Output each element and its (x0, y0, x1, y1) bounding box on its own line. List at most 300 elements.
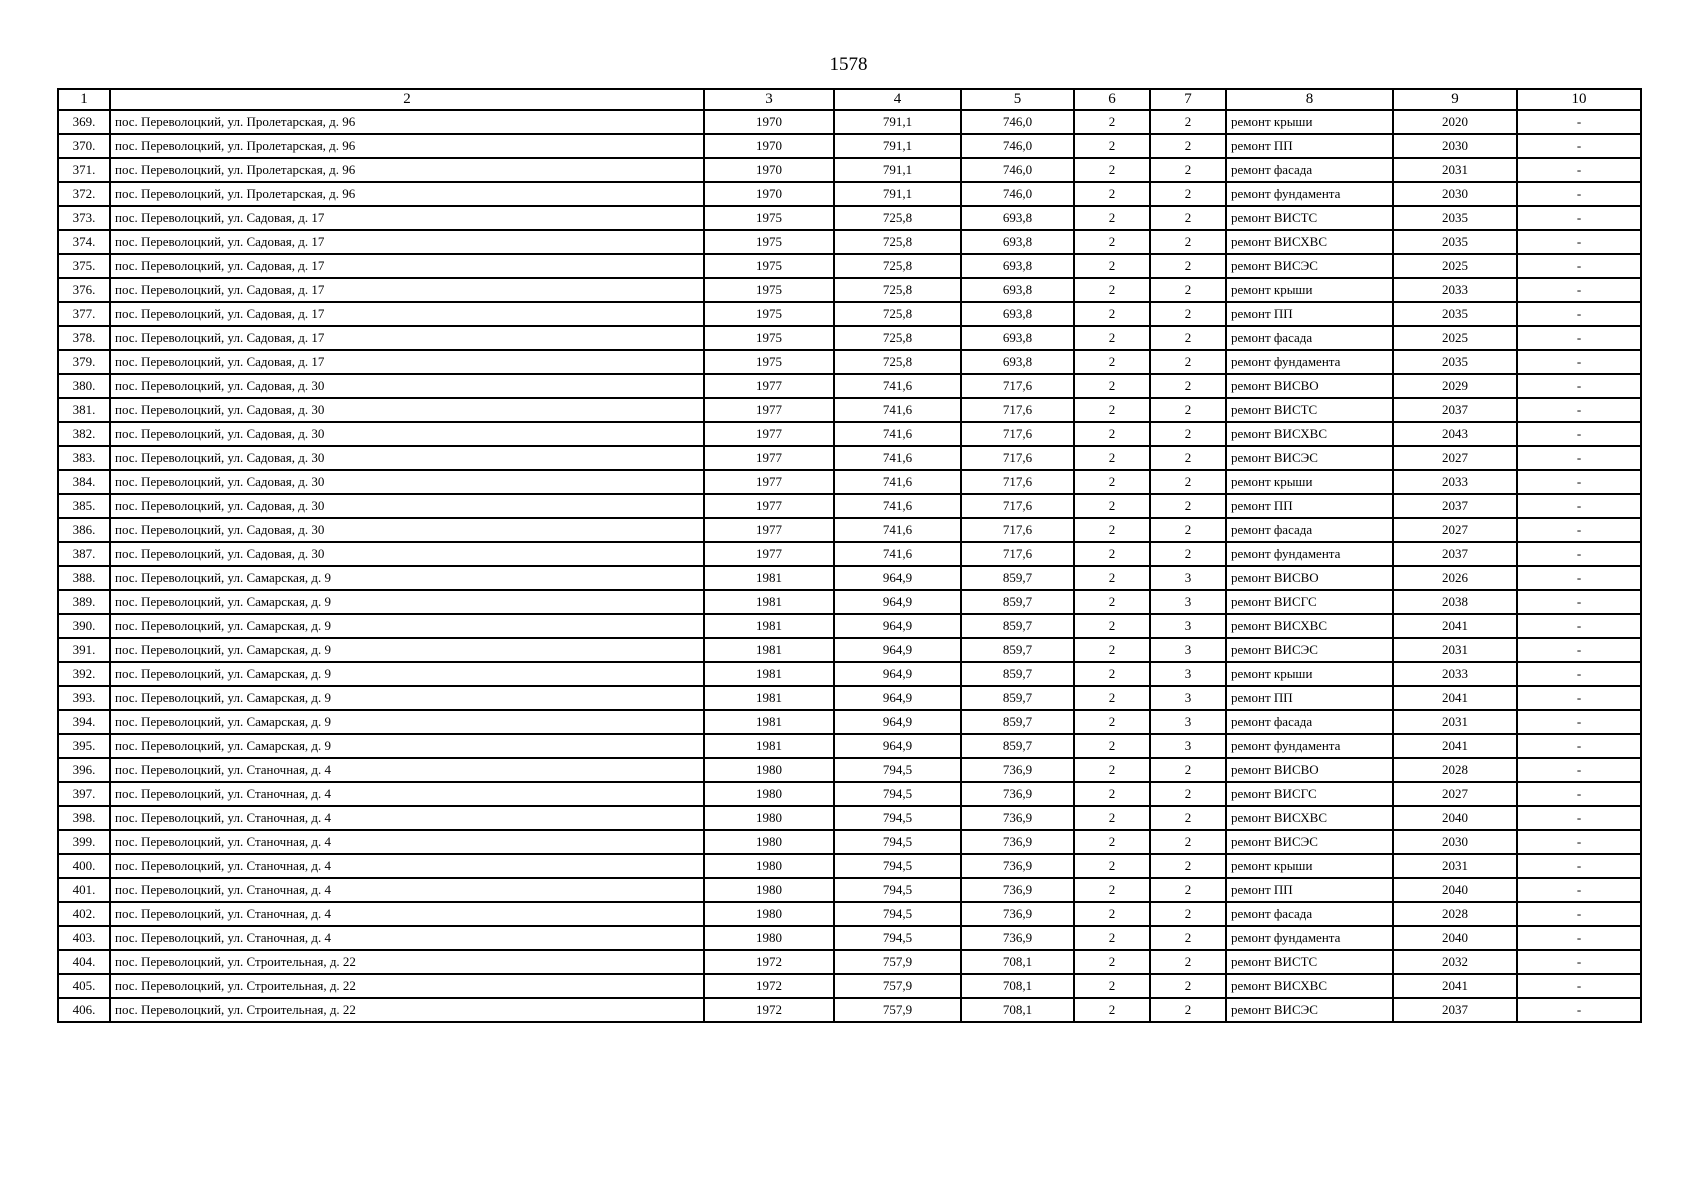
year-cell: 1975 (704, 302, 834, 326)
living-area-cell: 746,0 (961, 182, 1074, 206)
total-area-cell: 757,9 (834, 974, 961, 998)
note-cell: - (1517, 422, 1641, 446)
address-cell: пос. Переволоцкий, ул. Пролетарская, д. 96 (110, 182, 704, 206)
note-cell: - (1517, 998, 1641, 1022)
row-number-cell: 395. (58, 734, 110, 758)
table-row (58, 734, 1641, 758)
row-number-cell: 379. (58, 350, 110, 374)
planned-year-cell: 2035 (1393, 302, 1517, 326)
planned-year-cell: 2031 (1393, 854, 1517, 878)
entrances-cell: 2 (1074, 278, 1150, 302)
address-cell: пос. Переволоцкий, ул. Пролетарская, д. 96 (110, 158, 704, 182)
address-cell: пос. Переволоцкий, ул. Строительная, д. 22 (110, 950, 704, 974)
total-area-cell: 725,8 (834, 350, 961, 374)
living-area-cell: 746,0 (961, 134, 1074, 158)
entrances-cell: 2 (1074, 926, 1150, 950)
note-cell: - (1517, 590, 1641, 614)
table-row (58, 350, 1641, 374)
living-area-cell: 717,6 (961, 494, 1074, 518)
entrances-cell: 2 (1074, 878, 1150, 902)
table-row (58, 158, 1641, 182)
planned-year-cell: 2035 (1393, 206, 1517, 230)
living-area-cell: 693,8 (961, 206, 1074, 230)
table-row (58, 950, 1641, 974)
address-cell: пос. Переволоцкий, ул. Садовая, д. 30 (110, 422, 704, 446)
table-row (58, 230, 1641, 254)
floors-cell: 2 (1150, 494, 1226, 518)
address-cell: пос. Переволоцкий, ул. Садовая, д. 30 (110, 518, 704, 542)
address-cell: пос. Переволоцкий, ул. Садовая, д. 17 (110, 302, 704, 326)
entrances-cell: 2 (1074, 542, 1150, 566)
floors-cell: 2 (1150, 758, 1226, 782)
page-number: 1578 (829, 54, 868, 75)
year-cell: 1977 (704, 446, 834, 470)
work-type-cell: ремонт ВИСТС (1226, 398, 1393, 422)
row-number-cell: 399. (58, 830, 110, 854)
table-row (58, 662, 1641, 686)
planned-year-cell: 2040 (1393, 878, 1517, 902)
year-cell: 1970 (704, 134, 834, 158)
work-type-cell: ремонт ВИСВО (1226, 566, 1393, 590)
row-number-cell: 398. (58, 806, 110, 830)
year-cell: 1972 (704, 974, 834, 998)
planned-year-cell: 2027 (1393, 446, 1517, 470)
column-header-1: 1 (58, 89, 110, 110)
column-header-7: 7 (1150, 89, 1226, 110)
year-cell: 1975 (704, 278, 834, 302)
note-cell: - (1517, 518, 1641, 542)
total-area-cell: 757,9 (834, 998, 961, 1022)
row-number-cell: 401. (58, 878, 110, 902)
planned-year-cell: 2035 (1393, 230, 1517, 254)
total-area-cell: 964,9 (834, 686, 961, 710)
living-area-cell: 859,7 (961, 734, 1074, 758)
column-header-4: 4 (834, 89, 961, 110)
living-area-cell: 736,9 (961, 926, 1074, 950)
work-type-cell: ремонт ВИСТС (1226, 206, 1393, 230)
note-cell: - (1517, 446, 1641, 470)
work-type-cell: ремонт фундамента (1226, 182, 1393, 206)
table-row (58, 110, 1641, 134)
work-type-cell: ремонт ВИСХВС (1226, 614, 1393, 638)
table-row (58, 926, 1641, 950)
year-cell: 1981 (704, 590, 834, 614)
note-cell: - (1517, 734, 1641, 758)
address-cell: пос. Переволоцкий, ул. Садовая, д. 17 (110, 230, 704, 254)
table-row (58, 206, 1641, 230)
total-area-cell: 741,6 (834, 446, 961, 470)
address-cell: пос. Переволоцкий, ул. Станочная, д. 4 (110, 758, 704, 782)
note-cell: - (1517, 206, 1641, 230)
year-cell: 1977 (704, 542, 834, 566)
column-header-10: 10 (1517, 89, 1641, 110)
year-cell: 1975 (704, 206, 834, 230)
address-cell: пос. Переволоцкий, ул. Садовая, д. 30 (110, 374, 704, 398)
planned-year-cell: 2033 (1393, 662, 1517, 686)
total-area-cell: 725,8 (834, 302, 961, 326)
table-row (58, 614, 1641, 638)
entrances-cell: 2 (1074, 326, 1150, 350)
note-cell: - (1517, 494, 1641, 518)
living-area-cell: 708,1 (961, 998, 1074, 1022)
planned-year-cell: 2040 (1393, 926, 1517, 950)
address-cell: пос. Переволоцкий, ул. Станочная, д. 4 (110, 854, 704, 878)
planned-year-cell: 2031 (1393, 638, 1517, 662)
address-cell: пос. Переволоцкий, ул. Самарская, д. 9 (110, 614, 704, 638)
year-cell: 1975 (704, 326, 834, 350)
address-cell: пос. Переволоцкий, ул. Самарская, д. 9 (110, 662, 704, 686)
repair-schedule-table (57, 88, 1642, 1023)
total-area-cell: 794,5 (834, 926, 961, 950)
floors-cell: 2 (1150, 374, 1226, 398)
work-type-cell: ремонт ПП (1226, 878, 1393, 902)
column-header-5: 5 (961, 89, 1074, 110)
work-type-cell: ремонт крыши (1226, 470, 1393, 494)
total-area-cell: 964,9 (834, 734, 961, 758)
total-area-cell: 725,8 (834, 206, 961, 230)
work-type-cell: ремонт ВИСТС (1226, 950, 1393, 974)
row-number-cell: 382. (58, 422, 110, 446)
note-cell: - (1517, 374, 1641, 398)
living-area-cell: 859,7 (961, 590, 1074, 614)
table-row (58, 998, 1641, 1022)
entrances-cell: 2 (1074, 518, 1150, 542)
column-header-9: 9 (1393, 89, 1517, 110)
total-area-cell: 741,6 (834, 398, 961, 422)
year-cell: 1980 (704, 926, 834, 950)
table-row (58, 494, 1641, 518)
note-cell: - (1517, 566, 1641, 590)
living-area-cell: 717,6 (961, 470, 1074, 494)
planned-year-cell: 2033 (1393, 470, 1517, 494)
floors-cell: 2 (1150, 854, 1226, 878)
total-area-cell: 794,5 (834, 878, 961, 902)
total-area-cell: 791,1 (834, 158, 961, 182)
year-cell: 1980 (704, 902, 834, 926)
table-body (58, 110, 1641, 1022)
total-area-cell: 964,9 (834, 590, 961, 614)
floors-cell: 2 (1150, 830, 1226, 854)
table-row (58, 974, 1641, 998)
entrances-cell: 2 (1074, 302, 1150, 326)
table-row (58, 182, 1641, 206)
address-cell: пос. Переволоцкий, ул. Станочная, д. 4 (110, 926, 704, 950)
note-cell: - (1517, 878, 1641, 902)
living-area-cell: 859,7 (961, 710, 1074, 734)
floors-cell: 3 (1150, 614, 1226, 638)
note-cell: - (1517, 158, 1641, 182)
total-area-cell: 964,9 (834, 614, 961, 638)
work-type-cell: ремонт ВИСХВС (1226, 422, 1393, 446)
address-cell: пос. Переволоцкий, ул. Садовая, д. 17 (110, 206, 704, 230)
address-cell: пос. Переволоцкий, ул. Садовая, д. 30 (110, 542, 704, 566)
note-cell: - (1517, 854, 1641, 878)
living-area-cell: 746,0 (961, 158, 1074, 182)
living-area-cell: 736,9 (961, 806, 1074, 830)
entrances-cell: 2 (1074, 230, 1150, 254)
work-type-cell: ремонт ВИСЭС (1226, 830, 1393, 854)
row-number-cell: 384. (58, 470, 110, 494)
planned-year-cell: 2041 (1393, 614, 1517, 638)
work-type-cell: ремонт ВИСГС (1226, 782, 1393, 806)
total-area-cell: 741,6 (834, 542, 961, 566)
year-cell: 1980 (704, 878, 834, 902)
living-area-cell: 717,6 (961, 542, 1074, 566)
living-area-cell: 859,7 (961, 662, 1074, 686)
year-cell: 1975 (704, 254, 834, 278)
floors-cell: 2 (1150, 422, 1226, 446)
year-cell: 1972 (704, 998, 834, 1022)
entrances-cell: 2 (1074, 854, 1150, 878)
living-area-cell: 859,7 (961, 614, 1074, 638)
floors-cell: 3 (1150, 710, 1226, 734)
total-area-cell: 757,9 (834, 950, 961, 974)
table-row (58, 470, 1641, 494)
column-header-8: 8 (1226, 89, 1393, 110)
address-cell: пос. Переволоцкий, ул. Самарская, д. 9 (110, 566, 704, 590)
total-area-cell: 794,5 (834, 854, 961, 878)
entrances-cell: 2 (1074, 206, 1150, 230)
table-row (58, 782, 1641, 806)
total-area-cell: 725,8 (834, 326, 961, 350)
address-cell: пос. Переволоцкий, ул. Самарская, д. 9 (110, 686, 704, 710)
floors-cell: 3 (1150, 590, 1226, 614)
table-row (58, 830, 1641, 854)
planned-year-cell: 2041 (1393, 686, 1517, 710)
floors-cell: 3 (1150, 686, 1226, 710)
planned-year-cell: 2041 (1393, 734, 1517, 758)
planned-year-cell: 2031 (1393, 710, 1517, 734)
year-cell: 1980 (704, 782, 834, 806)
table-row (58, 854, 1641, 878)
table-row (58, 686, 1641, 710)
row-number-cell: 383. (58, 446, 110, 470)
row-number-cell: 370. (58, 134, 110, 158)
work-type-cell: ремонт ВИСХВС (1226, 974, 1393, 998)
note-cell: - (1517, 278, 1641, 302)
note-cell: - (1517, 134, 1641, 158)
note-cell: - (1517, 230, 1641, 254)
floors-cell: 2 (1150, 398, 1226, 422)
row-number-cell: 390. (58, 614, 110, 638)
entrances-cell: 2 (1074, 806, 1150, 830)
address-cell: пос. Переволоцкий, ул. Самарская, д. 9 (110, 590, 704, 614)
note-cell: - (1517, 542, 1641, 566)
table-header (58, 89, 1641, 110)
living-area-cell: 717,6 (961, 446, 1074, 470)
entrances-cell: 2 (1074, 350, 1150, 374)
total-area-cell: 791,1 (834, 134, 961, 158)
total-area-cell: 794,5 (834, 830, 961, 854)
floors-cell: 2 (1150, 878, 1226, 902)
year-cell: 1970 (704, 158, 834, 182)
note-cell: - (1517, 974, 1641, 998)
address-cell: пос. Переволоцкий, ул. Станочная, д. 4 (110, 902, 704, 926)
row-number-cell: 405. (58, 974, 110, 998)
column-header-2: 2 (110, 89, 704, 110)
work-type-cell: ремонт ВИСХВС (1226, 230, 1393, 254)
floors-cell: 2 (1150, 302, 1226, 326)
table-row (58, 254, 1641, 278)
address-cell: пос. Переволоцкий, ул. Садовая, д. 17 (110, 350, 704, 374)
planned-year-cell: 2027 (1393, 782, 1517, 806)
entrances-cell: 2 (1074, 182, 1150, 206)
year-cell: 1977 (704, 374, 834, 398)
row-number-cell: 400. (58, 854, 110, 878)
address-cell: пос. Переволоцкий, ул. Строительная, д. 22 (110, 974, 704, 998)
living-area-cell: 736,9 (961, 902, 1074, 926)
address-cell: пос. Переволоцкий, ул. Станочная, д. 4 (110, 782, 704, 806)
living-area-cell: 708,1 (961, 974, 1074, 998)
total-area-cell: 725,8 (834, 230, 961, 254)
table-row (58, 806, 1641, 830)
year-cell: 1972 (704, 950, 834, 974)
work-type-cell: ремонт крыши (1226, 110, 1393, 134)
year-cell: 1977 (704, 422, 834, 446)
entrances-cell: 2 (1074, 998, 1150, 1022)
table-row (58, 566, 1641, 590)
floors-cell: 3 (1150, 662, 1226, 686)
work-type-cell: ремонт фасада (1226, 518, 1393, 542)
year-cell: 1981 (704, 662, 834, 686)
entrances-cell: 2 (1074, 254, 1150, 278)
floors-cell: 2 (1150, 182, 1226, 206)
note-cell: - (1517, 710, 1641, 734)
note-cell: - (1517, 614, 1641, 638)
planned-year-cell: 2029 (1393, 374, 1517, 398)
entrances-cell: 2 (1074, 446, 1150, 470)
entrances-cell: 2 (1074, 686, 1150, 710)
work-type-cell: ремонт ВИСГС (1226, 590, 1393, 614)
floors-cell: 2 (1150, 470, 1226, 494)
note-cell: - (1517, 782, 1641, 806)
floors-cell: 2 (1150, 974, 1226, 998)
living-area-cell: 717,6 (961, 422, 1074, 446)
floors-cell: 2 (1150, 254, 1226, 278)
planned-year-cell: 2030 (1393, 830, 1517, 854)
row-number-cell: 381. (58, 398, 110, 422)
total-area-cell: 964,9 (834, 638, 961, 662)
floors-cell: 2 (1150, 926, 1226, 950)
living-area-cell: 717,6 (961, 374, 1074, 398)
work-type-cell: ремонт ВИСЭС (1226, 254, 1393, 278)
entrances-cell: 2 (1074, 590, 1150, 614)
entrances-cell: 2 (1074, 950, 1150, 974)
note-cell: - (1517, 662, 1641, 686)
planned-year-cell: 2041 (1393, 974, 1517, 998)
entrances-cell: 2 (1074, 494, 1150, 518)
planned-year-cell: 2025 (1393, 326, 1517, 350)
floors-cell: 2 (1150, 206, 1226, 230)
floors-cell: 2 (1150, 782, 1226, 806)
planned-year-cell: 2033 (1393, 278, 1517, 302)
work-type-cell: ремонт фасада (1226, 326, 1393, 350)
total-area-cell: 791,1 (834, 182, 961, 206)
row-number-cell: 373. (58, 206, 110, 230)
table-row (58, 902, 1641, 926)
planned-year-cell: 2037 (1393, 494, 1517, 518)
living-area-cell: 693,8 (961, 350, 1074, 374)
address-cell: пос. Переволоцкий, ул. Станочная, д. 4 (110, 878, 704, 902)
total-area-cell: 741,6 (834, 374, 961, 398)
row-number-cell: 396. (58, 758, 110, 782)
row-number-cell: 403. (58, 926, 110, 950)
entrances-cell: 2 (1074, 110, 1150, 134)
planned-year-cell: 2032 (1393, 950, 1517, 974)
total-area-cell: 725,8 (834, 254, 961, 278)
address-cell: пос. Переволоцкий, ул. Самарская, д. 9 (110, 638, 704, 662)
work-type-cell: ремонт ВИСВО (1226, 374, 1393, 398)
living-area-cell: 859,7 (961, 566, 1074, 590)
year-cell: 1975 (704, 230, 834, 254)
planned-year-cell: 2038 (1393, 590, 1517, 614)
planned-year-cell: 2030 (1393, 182, 1517, 206)
year-cell: 1981 (704, 566, 834, 590)
entrances-cell: 2 (1074, 566, 1150, 590)
year-cell: 1980 (704, 854, 834, 878)
living-area-cell: 746,0 (961, 110, 1074, 134)
work-type-cell: ремонт ПП (1226, 686, 1393, 710)
floors-cell: 2 (1150, 902, 1226, 926)
year-cell: 1980 (704, 830, 834, 854)
row-number-cell: 406. (58, 998, 110, 1022)
work-type-cell: ремонт ВИСЭС (1226, 998, 1393, 1022)
note-cell: - (1517, 950, 1641, 974)
table-row (58, 134, 1641, 158)
row-number-cell: 371. (58, 158, 110, 182)
total-area-cell: 794,5 (834, 782, 961, 806)
planned-year-cell: 2028 (1393, 902, 1517, 926)
entrances-cell: 2 (1074, 830, 1150, 854)
entrances-cell: 2 (1074, 422, 1150, 446)
row-number-cell: 369. (58, 110, 110, 134)
address-cell: пос. Переволоцкий, ул. Садовая, д. 30 (110, 470, 704, 494)
planned-year-cell: 2027 (1393, 518, 1517, 542)
work-type-cell: ремонт фасада (1226, 710, 1393, 734)
row-number-cell: 372. (58, 182, 110, 206)
year-cell: 1981 (704, 734, 834, 758)
floors-cell: 2 (1150, 278, 1226, 302)
year-cell: 1981 (704, 686, 834, 710)
year-cell: 1977 (704, 470, 834, 494)
total-area-cell: 741,6 (834, 494, 961, 518)
row-number-cell: 404. (58, 950, 110, 974)
total-area-cell: 794,5 (834, 902, 961, 926)
planned-year-cell: 2028 (1393, 758, 1517, 782)
work-type-cell: ремонт ВИСЭС (1226, 446, 1393, 470)
table-row (58, 590, 1641, 614)
total-area-cell: 794,5 (834, 758, 961, 782)
address-cell: пос. Переволоцкий, ул. Самарская, д. 9 (110, 734, 704, 758)
living-area-cell: 693,8 (961, 302, 1074, 326)
floors-cell: 2 (1150, 158, 1226, 182)
floors-cell: 3 (1150, 638, 1226, 662)
year-cell: 1970 (704, 182, 834, 206)
floors-cell: 3 (1150, 734, 1226, 758)
row-number-cell: 385. (58, 494, 110, 518)
note-cell: - (1517, 254, 1641, 278)
table-row (58, 638, 1641, 662)
row-number-cell: 380. (58, 374, 110, 398)
entrances-cell: 2 (1074, 902, 1150, 926)
address-cell: пос. Переволоцкий, ул. Пролетарская, д. 96 (110, 110, 704, 134)
work-type-cell: ремонт фасада (1226, 902, 1393, 926)
work-type-cell: ремонт ПП (1226, 494, 1393, 518)
floors-cell: 2 (1150, 134, 1226, 158)
row-number-cell: 387. (58, 542, 110, 566)
planned-year-cell: 2020 (1393, 110, 1517, 134)
floors-cell: 2 (1150, 542, 1226, 566)
